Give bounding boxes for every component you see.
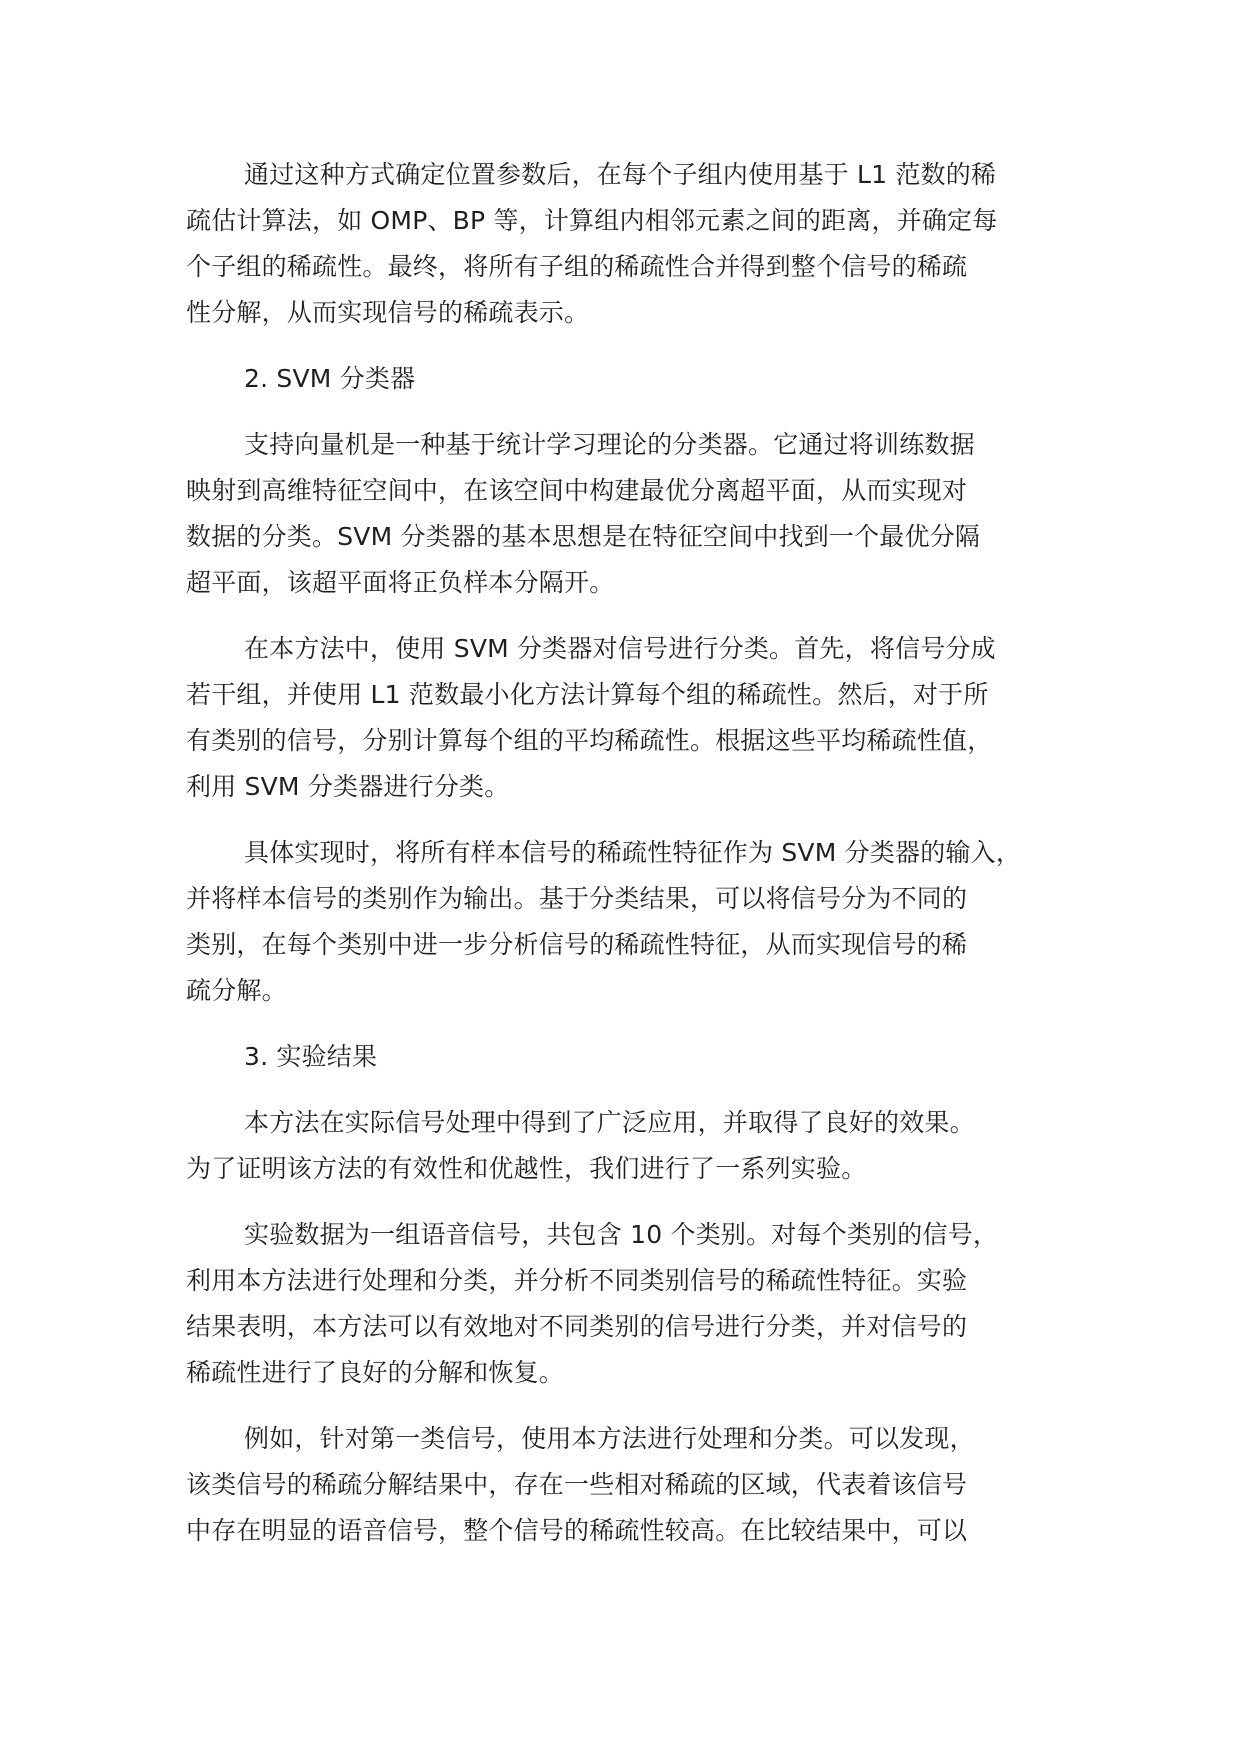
paragraph-results-data (186, 1212, 1086, 1396)
text-line: 若干组，并使用 L1 范数最小化方法计算每个组的稀疏性。然后，对于所 (186, 680, 989, 709)
text-line: 中存在明显的语音信号，整个信号的稀疏性较高。在比较结果中，可以 (186, 1516, 968, 1545)
section-heading-svm: 2. SVM 分类器 (244, 364, 416, 393)
text-line: 具体实现时，将所有样本信号的稀疏性特征作为 SVM 分类器的输入， (244, 838, 1022, 867)
paragraph-results-example (186, 1416, 1086, 1554)
text-line: 有类别的信号，分别计算每个组的平均稀疏性。根据这些平均稀疏性值， (186, 726, 993, 755)
text-line: 疏分解。 (186, 976, 287, 1005)
text-line: 本方法在实际信号处理中得到了广泛应用，并取得了良好的效果。 (244, 1108, 975, 1137)
document-body (186, 152, 1086, 1574)
text-line: 为了证明该方法的有效性和优越性，我们进行了一系列实验。 (186, 1154, 867, 1183)
text-line: 疏估计算法，如 OMP、BP 等，计算组内相邻元素之间的距离，并确定每 (186, 206, 998, 235)
text-line: 映射到高维特征空间中，在该空间中构建最优分离超平面，从而实现对 (186, 476, 968, 505)
paragraph-svm-intro (186, 422, 1086, 606)
text-line: 稀疏性进行了良好的分解和恢复。 (186, 1358, 565, 1387)
paragraph-location-params (186, 152, 1086, 336)
text-line: 结果表明，本方法可以有效地对不同类别的信号进行分类，并对信号的 (186, 1312, 968, 1341)
text-line: 通过这种方式确定位置参数后，在每个子组内使用基于 L1 范数的稀 (244, 160, 997, 189)
text-line: 超平面，该超平面将正负样本分隔开。 (186, 568, 615, 597)
text-line: 支持向量机是一种基于统计学习理论的分类器。它通过将训练数据 (244, 430, 975, 459)
text-line: 该类信号的稀疏分解结果中，存在一些相对稀疏的区域，代表着该信号 (186, 1470, 968, 1499)
paragraph-results-intro (186, 1100, 1086, 1192)
text-line: 并将样本信号的类别作为输出。基于分类结果，可以将信号分为不同的 (186, 884, 968, 913)
text-line: 利用本方法进行处理和分类，并分析不同类别信号的稀疏性特征。实验 (186, 1266, 968, 1295)
section-heading-results: 3. 实验结果 (244, 1042, 378, 1071)
text-line: 实验数据为一组语音信号，共包含 10 个类别。对每个类别的信号， (244, 1220, 999, 1249)
text-line: 个子组的稀疏性。最终，将所有子组的稀疏性合并得到整个信号的稀疏 (186, 252, 968, 281)
text-line: 性分解，从而实现信号的稀疏表示。 (186, 298, 590, 327)
text-line: 在本方法中，使用 SVM 分类器对信号进行分类。首先，将信号分成 (244, 634, 996, 663)
text-line: 数据的分类。SVM 分类器的基本思想是在特征空间中找到一个最优分隔 (186, 522, 981, 551)
text-line: 例如，针对第一类信号，使用本方法进行处理和分类。可以发现， (244, 1424, 975, 1453)
paragraph-svm-method (186, 626, 1086, 810)
text-line: 类别，在每个类别中进一步分析信号的稀疏性特征，从而实现信号的稀 (186, 930, 968, 959)
text-line: 利用 SVM 分类器进行分类。 (186, 772, 510, 801)
paragraph-svm-implementation (186, 830, 1086, 1014)
